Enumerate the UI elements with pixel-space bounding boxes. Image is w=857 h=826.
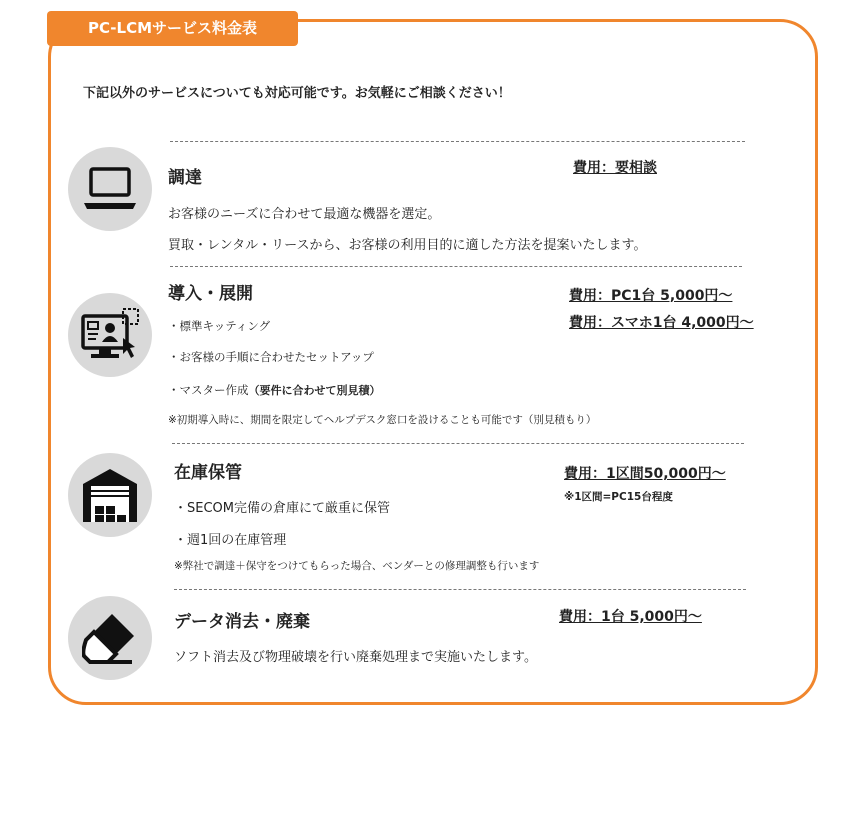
- service-price: 費用：スマホ1台 4,000円～: [569, 315, 754, 331]
- service-description: ソフト消去及び物理破壊を行い廃棄処理まで実施いたします。: [174, 650, 537, 665]
- service-icon-circle: [68, 147, 152, 231]
- estimate-note: （要件に合わせて別見積）: [248, 384, 381, 397]
- laptop-icon: [81, 165, 139, 213]
- service-bullet: ・週1回の在庫管理: [174, 533, 287, 548]
- service-icon-circle: [68, 453, 152, 537]
- service-price: 費用：要相談: [573, 160, 657, 176]
- service-note: ※初期導入時に、期間を限定してヘルプデスク窓口を設けることも可能です（別見積もり）: [168, 414, 597, 426]
- service-icon-circle: [68, 596, 152, 680]
- section-divider: [170, 141, 745, 142]
- eraser-icon: [82, 610, 138, 666]
- service-bullet: ・標準キッティング: [168, 319, 271, 333]
- service-title: 導入・展開: [168, 284, 253, 304]
- warehouse-icon: [81, 466, 139, 524]
- service-icon-circle: [68, 293, 152, 377]
- price-table-frame: [48, 19, 818, 705]
- service-description: お客様のニーズに合わせて最適な機器を選定。: [168, 207, 441, 222]
- section-divider: [170, 266, 742, 267]
- service-bullet: ・お客様の手順に合わせたセットアップ: [168, 350, 374, 364]
- service-bullet: ・マスター作成: [168, 383, 249, 397]
- section-divider: [174, 589, 746, 590]
- service-description: 買取・レンタル・リースから、お客様の利用目的に適した方法を提案いたします。: [168, 238, 647, 253]
- service-title: 調達: [168, 168, 202, 188]
- monitor-setup-icon: [79, 306, 141, 364]
- service-price: 費用：PC1台 5,000円～: [569, 288, 733, 304]
- service-price: 費用：1台 5,000円～: [559, 609, 702, 625]
- service-price: 費用：1区間50,000円～: [564, 466, 726, 482]
- intro-text: 下記以外のサービスについても対応可能です。お気軽にご相談ください！: [83, 86, 511, 101]
- service-title: 在庫保管: [174, 463, 242, 483]
- price-note: ※1区間=PC15台程度: [564, 491, 673, 503]
- service-note: ※弊社で調達＋保守をつけてもらった場合、ベンダーとの修理調整も行います: [174, 560, 540, 572]
- service-title: データ消去・廃棄: [174, 612, 310, 632]
- service-bullet-with-note: [168, 382, 381, 398]
- section-divider: [172, 443, 744, 444]
- service-bullet: ・SECOM完備の倉庫にて厳重に保管: [174, 501, 390, 516]
- price-table-tab: PC-LCMサービス料金表: [47, 11, 298, 46]
